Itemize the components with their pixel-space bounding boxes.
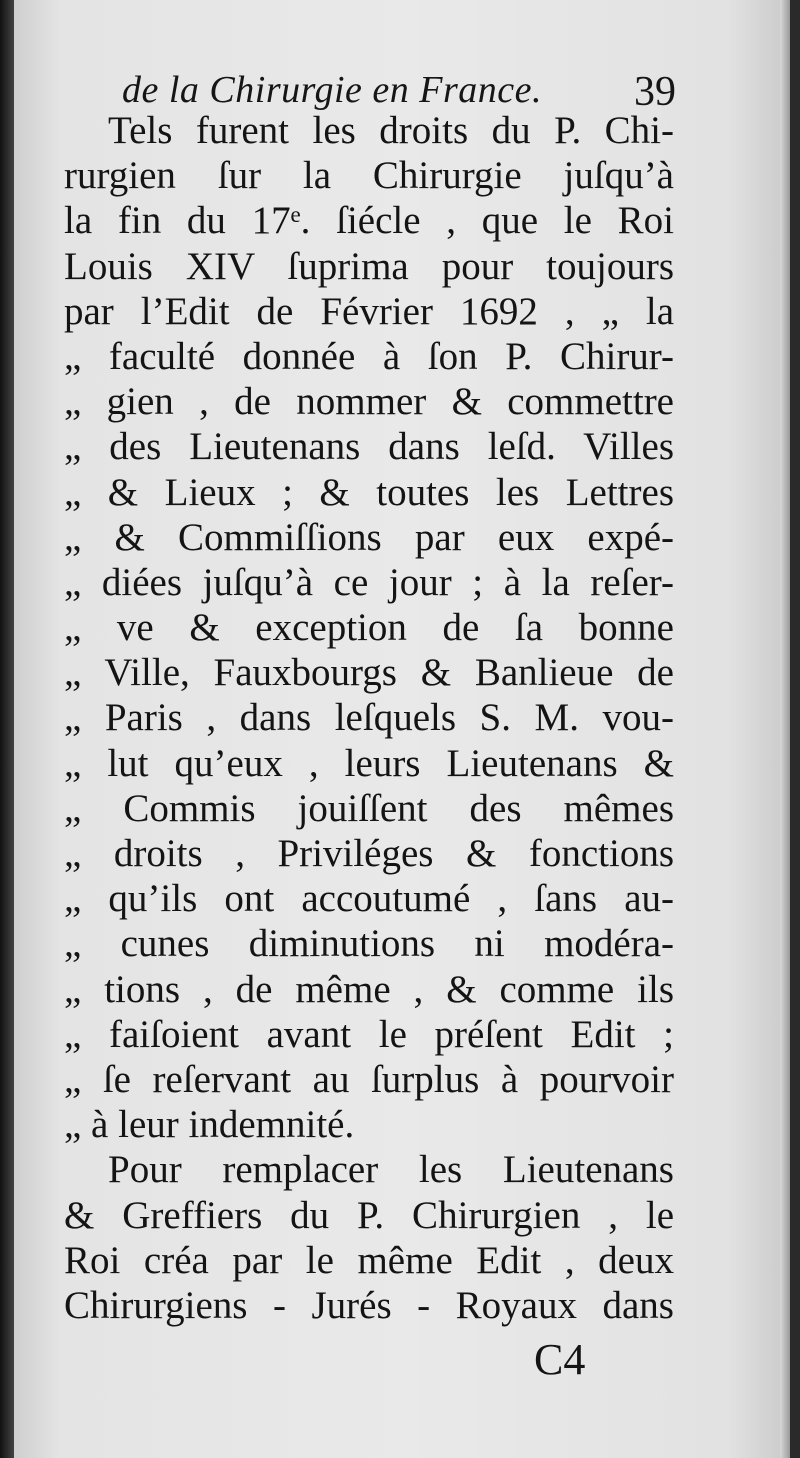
- text-line: „ ſe reſervant au ſurplus à pourvoir: [64, 1057, 674, 1101]
- book-gutter-shadow: [0, 0, 14, 1458]
- text-line: „ faiſoient avant le préſent Edit ;: [64, 1012, 674, 1056]
- page-number: 39: [634, 69, 676, 115]
- text-line: Pour remplacer les Lieutenans: [108, 1148, 674, 1192]
- text-line: „ ve & exception de ſa bonne: [64, 606, 674, 650]
- book-page: [14, 0, 790, 1458]
- text-line: rurgien ſur la Chirurgie juſqu’à: [64, 154, 674, 198]
- text-line: par l’Edit de Février 1692 , „ la: [64, 289, 674, 333]
- text-line: „ Ville, Fauxbourgs & Banlieue de: [64, 651, 674, 695]
- text-line: „ & Commiſſions par eux expé-: [64, 515, 674, 559]
- text-line: Tels furent les droits du P. Chi-: [108, 109, 674, 152]
- text-line: „ diées juſqu’à ce jour ; à la reſer-: [64, 560, 674, 604]
- text-line: „ qu’ils ont accoutumé , ſans au-: [64, 877, 674, 921]
- text-line: Chirurgiens - Jurés - Royaux dans: [64, 1283, 674, 1327]
- text-line: „ à leur indemnité.: [64, 1103, 355, 1147]
- text-line: „ & Lieux ; & toutes les Lettres: [64, 470, 674, 514]
- text-line: „ gien , de nommer & commettre: [64, 380, 674, 424]
- text-line: la fin du 17ᵉ. ſiécle , que le Roi: [64, 199, 674, 243]
- text-line: „ des Lieutenans dans leſd. Villes: [64, 425, 674, 469]
- running-title: de la Chirurgie en France.: [122, 69, 543, 111]
- text-line: „ droits , Priviléges & fonctions: [64, 832, 674, 875]
- text-line: „ Paris , dans leſquels S. M. vou-: [64, 696, 674, 740]
- text-line: & Greffiers du P. Chirurgien , le: [64, 1193, 674, 1237]
- signature-mark: C4: [534, 1335, 586, 1384]
- text-line: „ faculté donnée à ſon P. Chirur-: [64, 334, 674, 378]
- text-line: Roi créa par le même Edit , deux: [64, 1238, 674, 1282]
- page-edge: [780, 0, 790, 1458]
- text-line: Louis XIV ſuprima pour toujours: [64, 244, 674, 288]
- text-line: „ Commis jouiſſent des mêmes: [64, 786, 674, 830]
- text-line: „ cunes diminutions ni modéra-: [64, 922, 674, 966]
- body-text: [64, 108, 674, 1328]
- text-line: „ tions , de même , & comme ils: [64, 967, 674, 1011]
- text-line: „ lut qu’eux , leurs Lieutenans &: [64, 741, 674, 785]
